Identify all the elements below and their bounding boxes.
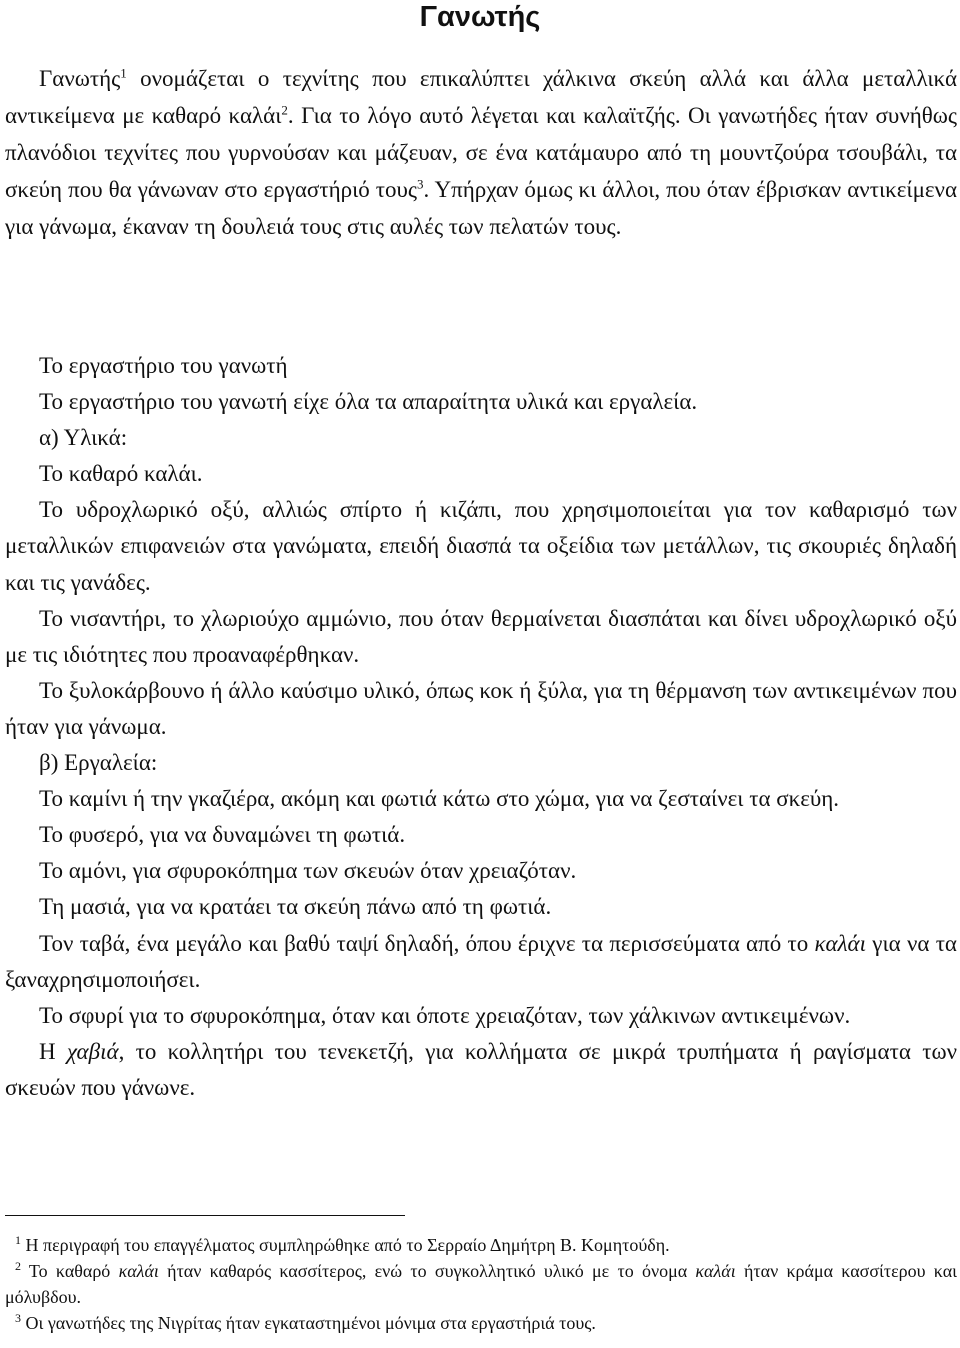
material-item: Το ξυλοκάρβουνο ή άλλο καύσιμο υλικό, όπως κοκ ή ξύλα, για τη θέρμανση των αντικειμένων που ήταν για γάνωμα.	[5, 677, 957, 739]
footnote-divider	[5, 1215, 405, 1216]
intro-text-1: Γανωτής	[39, 66, 121, 91]
footnote-term-italic: καλάι	[695, 1261, 736, 1281]
footnote-text: Η περιγραφή του επαγγέλματος συμπληρώθηκε από το Σερραίο Δημήτρη Β. Κομητούδη.	[21, 1235, 670, 1255]
footnote-number: 2	[15, 1259, 21, 1273]
tool-text: για να τα ξαναχρησιμοποιήσει.	[5, 930, 957, 992]
footnote-text: ήταν καθαρός κασσίτερος, ενώ το συγκολλητικό υλικό με το όνομα	[158, 1261, 696, 1281]
tool-text: Η	[39, 1038, 67, 1064]
tool-text: Τον ταβά, ένα μεγάλο και βαθύ ταψί δηλαδή, όπου έριχνε τα περισσεύματα από το	[39, 930, 815, 956]
footnote-3	[5, 1310, 957, 1336]
material-item: Το υδροχλωρικό οξύ, αλλιώς σπίρτο ή κιζάπι, που χρησιμοποιείται για τον καθαρισμό των μεταλλικών επιφανειών στα γανώματα, επειδή διασπά τα οξείδια των μετάλλων, τις σκουριές δηλαδή και τις γανάδες.	[5, 497, 957, 595]
footnote-1	[5, 1232, 957, 1258]
footnote-ref-1: 1	[120, 65, 127, 81]
footnote-text: ήταν κράμα κασσίτερου και μόλυβδου.	[5, 1261, 957, 1307]
tool-item: Το καμίνι ή την γκαζιέρα, ακόμη και φωτιά κάτω στο χώμα, για να ζεσταίνει τα σκεύη.	[39, 786, 840, 812]
footnotes	[5, 1232, 957, 1336]
footnote-ref-3: 3	[417, 176, 424, 192]
intro-text-2: ονομάζεται ο τεχνίτης που επικαλύπτει χάλκινα σκεύη αλλά και άλλα μεταλλικά αντικείμενα με καθαρό καλάι	[5, 66, 957, 128]
footnote-2	[5, 1258, 957, 1310]
section-heading: Το εργαστήριο του γανωτή	[39, 353, 288, 378]
footnote-text: Οι γανωτήδες της Νιγρίτας ήταν εγκαταστημένοι μόνιμα στα εργαστήριά τους.	[21, 1313, 596, 1333]
tool-term-italic: χαβιά	[66, 1038, 119, 1064]
footnote-ref-2: 2	[281, 102, 288, 118]
footnote-number: 3	[15, 1311, 21, 1325]
intro-text-4: . Υπήρχαν όμως κι άλλοι, που όταν έβρισκαν αντικείμενα για γάνωμα, έκαναν τη δουλειά τους στις αυλές των πελατών τους.	[5, 177, 958, 239]
material-item: Το νισαντήρι, το χλωριούχο αμμώνιο, που όταν θερμαίνεται διασπάται και δίνει υδροχλωρικό οξύ με τις ιδιότητες που προαναφέρθηκαν.	[5, 605, 957, 667]
tool-item: Τη μασιά, για να κρατάει τα σκεύη πάνω από τη φωτιά.	[39, 894, 552, 920]
page-title: Γανωτής	[419, 1, 541, 33]
tool-item	[5, 1034, 957, 1106]
workshop-section	[5, 348, 957, 1106]
material-item: Το καθαρό καλάι.	[39, 461, 203, 487]
footnote-number: 1	[15, 1233, 21, 1247]
tool-item: Το σφυρί για το σφυροκόπημα, όταν και όποτε χρειαζόταν, των χάλκινων αντικειμένων.	[39, 1002, 851, 1028]
section-lead: Το εργαστήριο του γανωτή είχε όλα τα απαραίτητα υλικά και εργαλεία.	[39, 389, 698, 415]
tool-item	[5, 926, 957, 998]
intro-text-3: . Για το λόγο αυτό λέγεται και καλαϊτζής. Οι γανωτήδες ήταν συνήθως πλανόδιοι τεχνίτες που γυρνούσαν και μάζευαν, σε ένα κατάμαυρο από τη μουντζούρα τσουβάλι, τα σκεύη που θα γάνωναν στο εργαστήριό τους	[5, 103, 958, 202]
tool-item: Το φυσερό, για να δυναμώνει τη φωτιά.	[39, 822, 406, 848]
footnote-text: Το καθαρό	[21, 1261, 119, 1281]
tool-text: , το κολλητήρι του τενεκετζή, για κολλήματα σε μικρά τρυπήματα ή ραγίσματα των σκευών που γάνωνε.	[5, 1038, 957, 1100]
tool-term-italic: καλάι	[814, 930, 867, 956]
footnote-term-italic: καλάι	[118, 1261, 159, 1281]
materials-heading: α) Υλικά:	[39, 425, 128, 451]
intro-paragraph	[5, 60, 957, 245]
tool-item: Το αμόνι, για σφυροκόπημα των σκευών όταν χρειαζόταν.	[39, 858, 577, 884]
tools-heading: β) Εργαλεία:	[39, 750, 158, 776]
